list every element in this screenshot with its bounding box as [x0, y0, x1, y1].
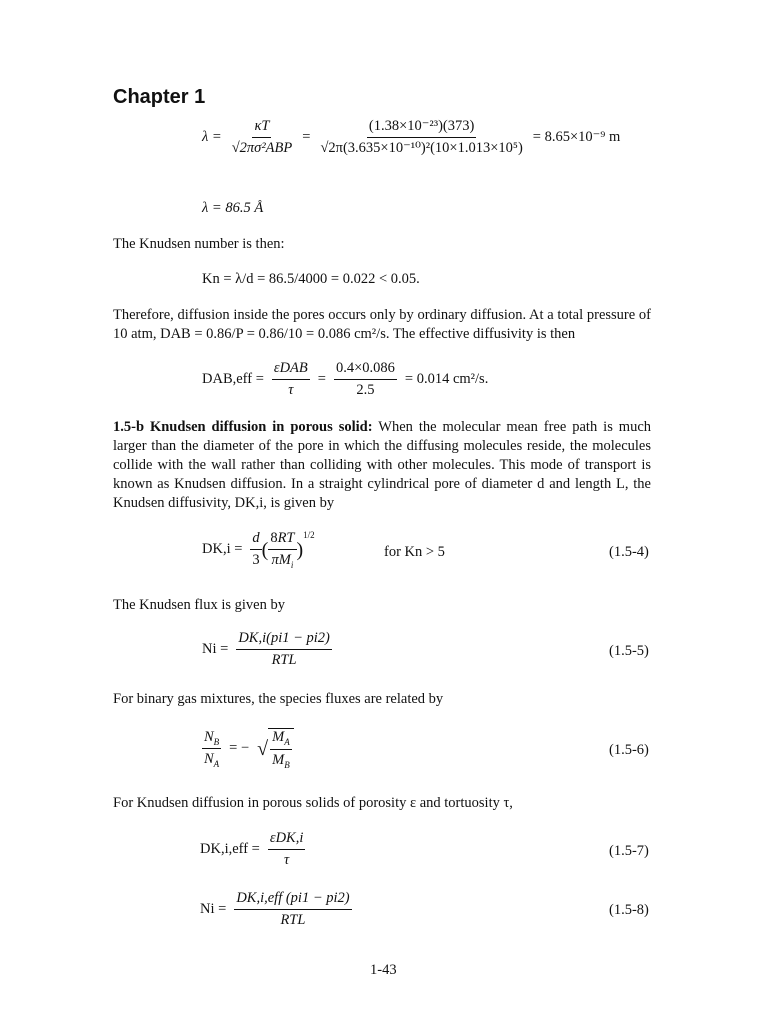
eq158-lhs: Ni = — [200, 901, 227, 917]
eq154-condition: for Kn > 5 — [384, 544, 445, 560]
equation-1-5-5 — [202, 630, 332, 669]
eq154-lhs: DK,i = — [202, 541, 243, 558]
section-text: When the molecular mean free path is much larger than the diameter of the pore in which the diffusing molecules reside, the molecules collide with the wall rather than colliding with other molecules. This mode of transport is known as Knudsen diffusion. In a straight cylindrical pore of diameter d and length L, the Knudsen diffusivity, DK,i, is given by — [113, 419, 651, 511]
eq158-number: (1.5-8) — [609, 902, 649, 918]
eq-deff-lhs: DAB,eff = — [202, 371, 264, 387]
eq-deff-den2: 2.5 — [356, 382, 375, 398]
eq-lambda-den2: √2π(3.635×10⁻¹⁰)²(10×1.013×10⁵) — [320, 140, 523, 156]
text-porous-solids: For Knudsen diffusion in porous solids of porosity ε and tortuosity τ, — [113, 795, 513, 811]
page-number: 1-43 — [370, 962, 397, 978]
eq154-number: (1.5-4) — [609, 544, 649, 560]
eq158-den: RTL — [280, 912, 306, 928]
eq-lambda-num2: (1.38×10⁻²³)(373) — [367, 118, 476, 138]
equation-lambda: λ = $\frac{\kappa T}{\text{√2πσ²ABP}}$ = $\frac{\text{(1.38×10⁻²³)(373)}}{\text{√2π(3.635×10⁻¹⁰)²(10×1.013×10⁵)}}$ = 8.65×10⁻⁹ m — [202, 118, 621, 156]
section-paragraph — [113, 418, 651, 513]
equation-1-5-7 — [200, 830, 305, 869]
paragraph-therefore: Therefore, diffusion inside the pores occurs only by ordinary diffusion. At a total pressure of 10 atm, DAB = 0.86/P = 0.86/10 = 0.086 cm²/s. The effective diffusivity is then — [113, 307, 651, 342]
eq157-number: (1.5-7) — [609, 843, 649, 859]
eq-lambda-lhs: λ = — [202, 129, 222, 145]
eq155-num: DK,i(pi1 − pi2) — [236, 630, 332, 650]
equation-deff: DAB,eff = $\frac{\text{εDAB}}{\tau}$ = $\frac{0.4\times 0.086}{2.5}$ = 0.014 cm²/s. — [202, 360, 489, 398]
eq-deff-num2: 0.4×0.086 — [334, 360, 397, 380]
text-binary-mixtures: For binary gas mixtures, the species fluxes are related by — [113, 691, 444, 707]
section-heading: 1.5-b Knudsen diffusion in porous solid: — [113, 419, 373, 435]
eq155-den: RTL — [271, 652, 297, 668]
eq155-lhs: Ni = — [202, 641, 229, 657]
text-knudsen-flux: The Knudsen flux is given by — [113, 597, 285, 613]
eq-deff-num1: εDAB — [272, 360, 310, 380]
eq158-num: DK,i,eff (pi1 − pi2) — [234, 890, 351, 910]
eq157-den: τ — [284, 852, 290, 868]
equation-1-5-6: $\frac{N_B}{N_A}$ = − √ $\frac{M_A}{M_B}$ — [202, 728, 294, 770]
eq-lambda-den1: √2πσ²ABP — [231, 140, 293, 156]
eq156-number: (1.5-6) — [609, 742, 649, 758]
eq157-lhs: DK,i,eff = — [200, 841, 260, 857]
equation-1-5-8 — [200, 890, 352, 929]
eq-deff-den1: τ — [288, 382, 294, 398]
chapter-title: Chapter 1 — [113, 86, 206, 108]
text-knudsen-number: The Knudsen number is then: — [113, 236, 285, 252]
eq155-number: (1.5-5) — [609, 643, 649, 659]
eq-deff-result: = 0.014 cm²/s. — [404, 371, 489, 387]
eq157-num: εDK,i — [268, 830, 306, 850]
equation-kn: Kn = λ/d = 86.5/4000 = 0.022 < 0.05. — [202, 271, 420, 287]
eq-lambda-num1: κT — [252, 118, 271, 138]
equation-1-5-4: DK,i = $\frac{d}{3}$ ( $\frac{8RT}{\pi M_i}$ ) 1/2 — [202, 530, 315, 570]
eq-lambda-result: = 8.65×10⁻⁹ m — [532, 129, 621, 145]
lambda-value: λ = 86.5 Å — [202, 200, 264, 216]
